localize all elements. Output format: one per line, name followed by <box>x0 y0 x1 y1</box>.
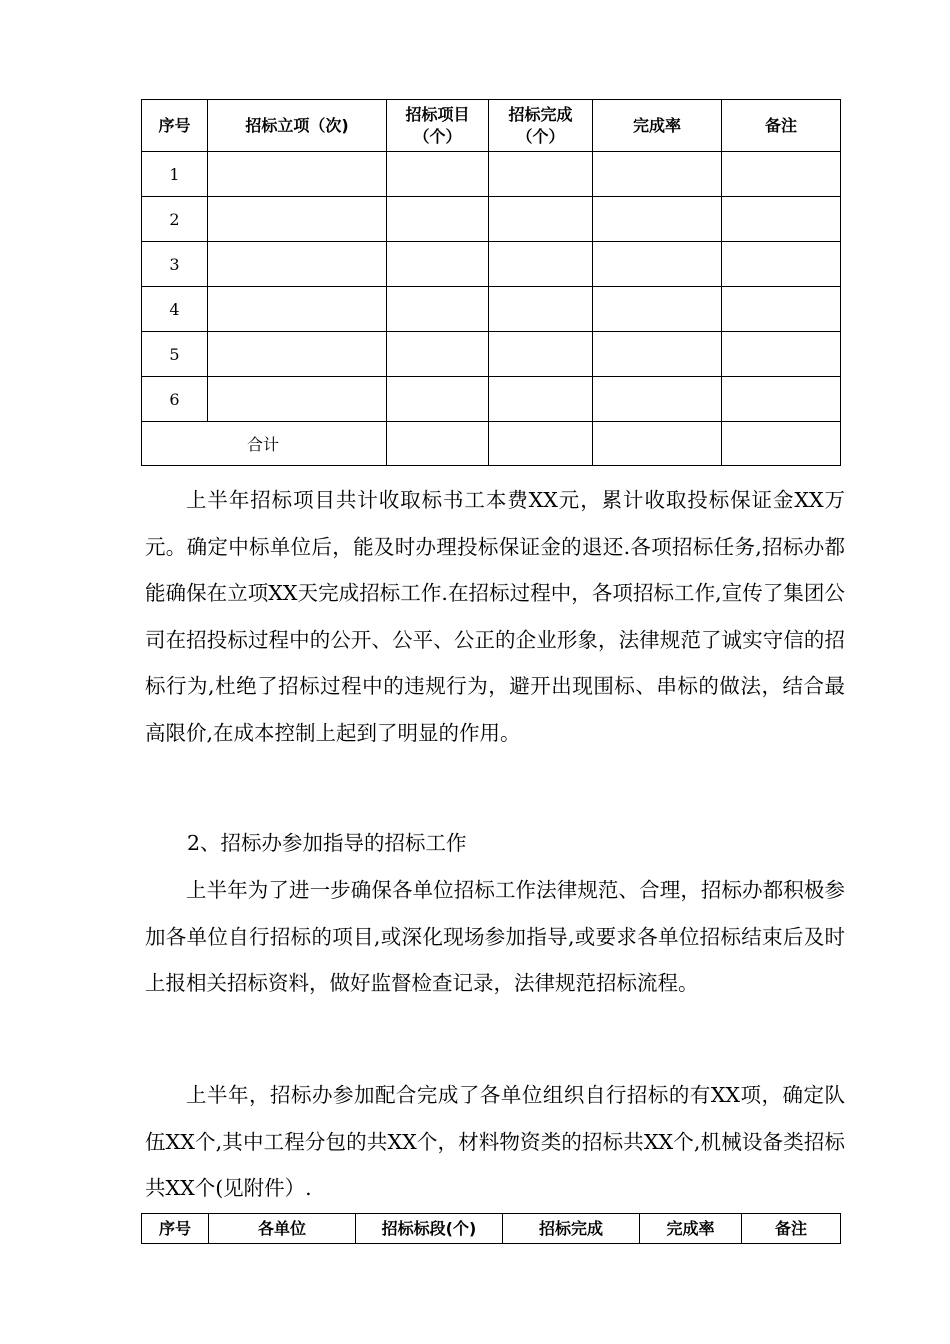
header-index: 序号 <box>142 100 208 152</box>
cell-empty <box>593 332 722 377</box>
cell-empty <box>593 197 722 242</box>
paragraph-guidance: 上半年为了进一步确保各单位招标工作法律规范、合理，招标办都积极参加各单位自行招标的项目,或深化现场参加指导,或要求各单位招标结束后及时上报相关招标资料，做好监督检查记录，法律规范招标流程。 <box>145 878 845 995</box>
cell-empty <box>387 377 489 422</box>
table-header-row <box>142 100 841 152</box>
cell-empty <box>387 332 489 377</box>
header-completion-rate: 完成率 <box>593 100 722 152</box>
cell-empty <box>489 242 593 287</box>
bidding-summary-table <box>141 99 841 466</box>
cell-empty <box>593 422 722 466</box>
cell-empty <box>722 332 841 377</box>
row-index: 2 <box>142 197 208 242</box>
unit-bidding-table <box>141 1213 841 1244</box>
cell-empty <box>489 377 593 422</box>
cell-empty <box>387 287 489 332</box>
table-row <box>142 242 841 287</box>
cell-empty <box>387 152 489 197</box>
cell-empty <box>387 197 489 242</box>
header-index: 序号 <box>142 1214 209 1244</box>
row-index: 4 <box>142 287 208 332</box>
cell-empty <box>722 377 841 422</box>
cell-empty <box>593 287 722 332</box>
cell-empty <box>208 377 387 422</box>
header-completed: 招标完成 <box>503 1214 640 1244</box>
header-remarks: 备注 <box>742 1214 841 1244</box>
row-index: 3 <box>142 242 208 287</box>
cell-empty <box>593 242 722 287</box>
cell-empty <box>489 332 593 377</box>
cell-empty <box>387 422 489 466</box>
cell-empty <box>208 332 387 377</box>
cell-empty <box>722 242 841 287</box>
header-unit: 各单位 <box>209 1214 356 1244</box>
cell-empty <box>387 242 489 287</box>
cell-empty <box>489 197 593 242</box>
paragraph-fees-summary: 上半年招标项目共计收取标书工本费XX元，累计收取投标保证金XX万元。确定中标单位后，能及时办理投标保证金的退还.各项招标任务,招标办都能确保在立项XX天完成招标工作.在招标过程中，各项招标工作,宣传了集团公司在招投标过程中的公开、公平、公正的企业形象，法律规范了诚实守信的招标行为,杜绝了招标过程中的违规行为，避开出现围标、串标的做法，结合最高限价,在成本控制上起到了明显的作用。 <box>145 488 845 745</box>
row-index: 6 <box>142 377 208 422</box>
header-completed-count: 招标完成（个） <box>489 100 593 152</box>
header-remarks: 备注 <box>722 100 841 152</box>
cell-empty <box>593 377 722 422</box>
header-project-count: 招标项目（个） <box>387 100 489 152</box>
table-row <box>142 197 841 242</box>
row-index: 5 <box>142 332 208 377</box>
cell-empty <box>208 197 387 242</box>
cell-empty <box>489 287 593 332</box>
cell-empty <box>722 287 841 332</box>
cell-empty <box>208 242 387 287</box>
table-row <box>142 287 841 332</box>
cell-empty <box>722 197 841 242</box>
row-index: 1 <box>142 152 208 197</box>
header-completion-rate: 完成率 <box>640 1214 742 1244</box>
cell-empty <box>208 287 387 332</box>
header-project-approval: 招标立项（次) <box>208 100 387 152</box>
cell-empty <box>722 152 841 197</box>
section-heading-2: 2、招标办参加指导的招标工作 <box>187 831 467 855</box>
table-row <box>142 152 841 197</box>
cell-empty <box>593 152 722 197</box>
table-row <box>142 332 841 377</box>
cell-empty <box>208 152 387 197</box>
total-row <box>142 422 841 466</box>
cell-empty <box>489 152 593 197</box>
cell-empty <box>722 422 841 466</box>
table-header-row <box>142 1214 841 1244</box>
paragraph-self-bidding: 上半年，招标办参加配合完成了各单位组织自行招标的有XX项，确定队伍XX个,其中工程分包的共XX个，材料物资类的招标共XX个,机械设备类招标共XX个(见附件）. <box>145 1083 845 1200</box>
table-row <box>142 377 841 422</box>
header-section-count: 招标标段(个) <box>356 1214 503 1244</box>
total-label: 合计 <box>142 422 387 466</box>
cell-empty <box>489 422 593 466</box>
